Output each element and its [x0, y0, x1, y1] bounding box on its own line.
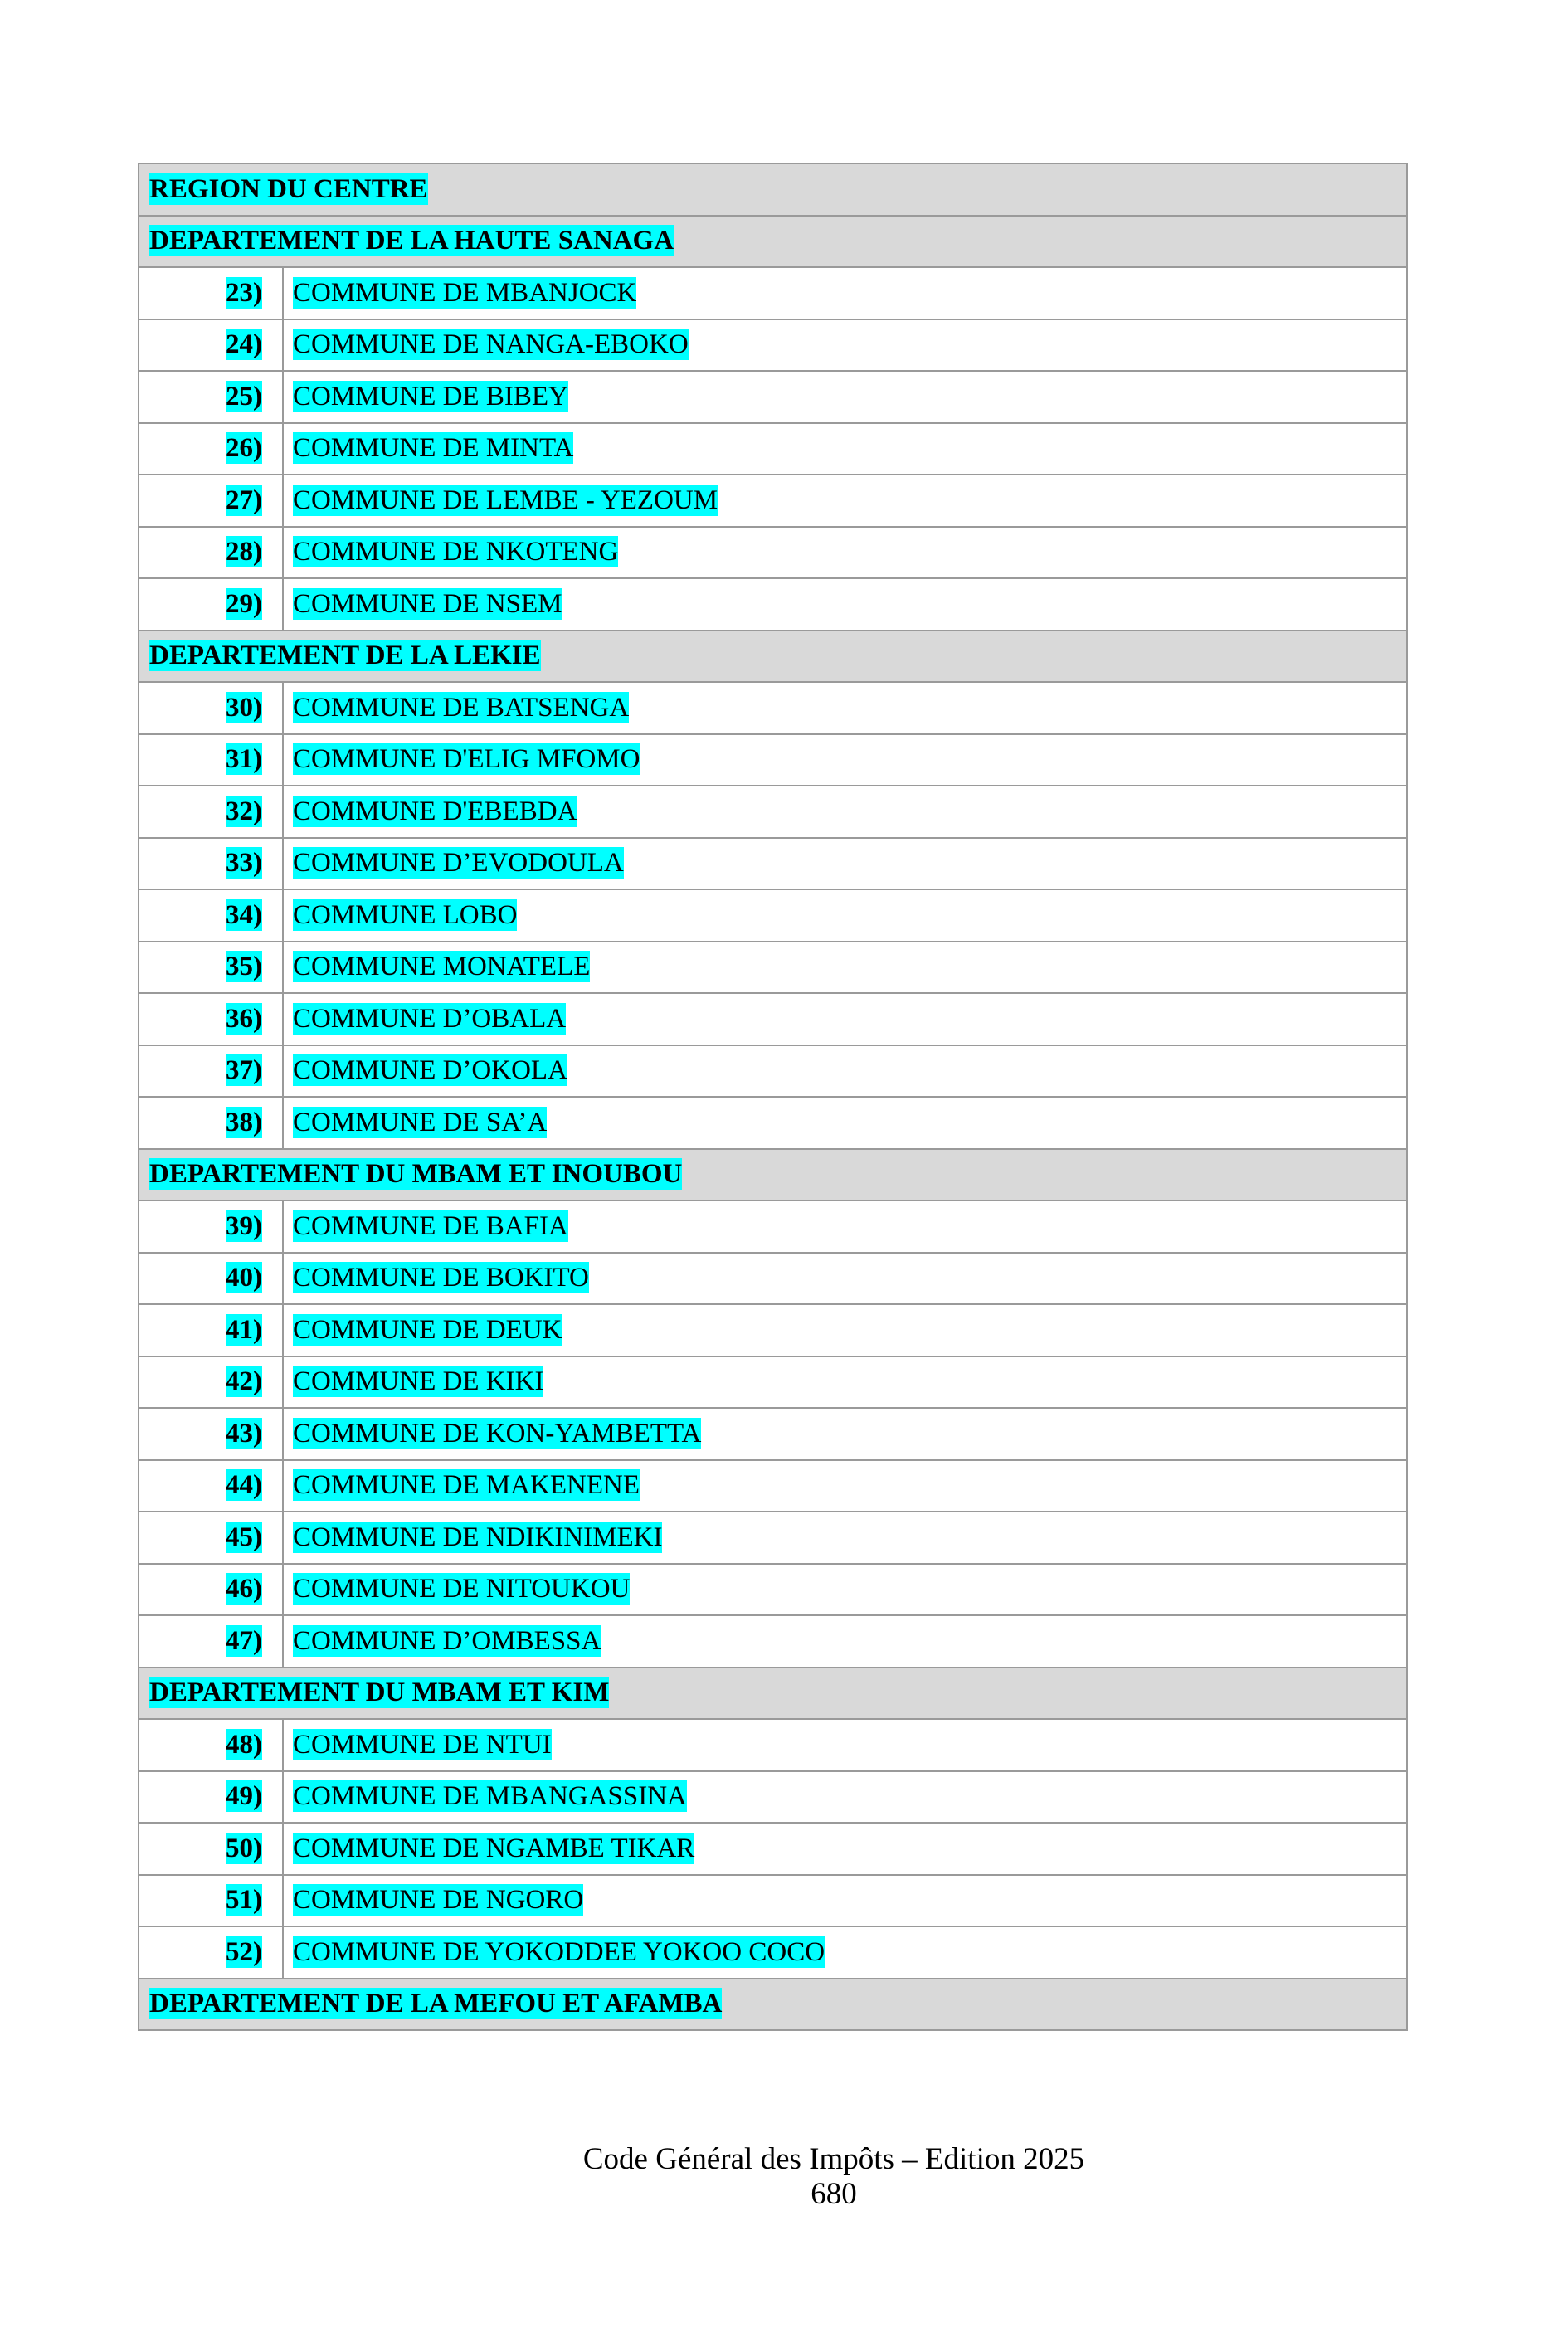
commune-row: [139, 1097, 1407, 1149]
commune-name: COMMUNE DE KIKI: [293, 1366, 544, 1397]
commune-row: [139, 578, 1407, 631]
commune-name-cell: [283, 319, 1407, 372]
commune-row: [139, 1304, 1407, 1356]
commune-name-cell: [283, 1719, 1407, 1771]
commune-name-cell: [283, 838, 1407, 890]
commune-number: 37): [226, 1055, 262, 1086]
department-header-row: [139, 1149, 1407, 1201]
commune-row: [139, 1771, 1407, 1824]
commune-number: 23): [226, 277, 262, 308]
commune-name: COMMUNE LOBO: [293, 899, 518, 930]
commune-row: [139, 942, 1407, 994]
commune-name: COMMUNE DE BIBEY: [293, 381, 568, 411]
commune-name: COMMUNE D’EVODOULA: [293, 848, 624, 879]
commune-row: [139, 475, 1407, 527]
commune-name: COMMUNE DE SA’A: [293, 1107, 548, 1137]
department-header-text: DEPARTEMENT DU MBAM ET KIM: [149, 1678, 610, 1708]
footer-title: Code Général des Impôts – Edition 2025: [582, 2142, 1085, 2176]
commune-name-cell: [283, 1564, 1407, 1616]
commune-row: [139, 1356, 1407, 1409]
commune-number: 33): [226, 848, 262, 879]
commune-row: [139, 889, 1407, 942]
commune-name: COMMUNE DE LEMBE - YEZOUM: [293, 485, 718, 515]
commune-number: 46): [226, 1574, 262, 1605]
commune-number-cell: [139, 993, 283, 1045]
commune-number-cell: [139, 1823, 283, 1875]
commune-number: 25): [226, 381, 262, 411]
commune-name-cell: [283, 371, 1407, 423]
commune-row: [139, 1719, 1407, 1771]
commune-number-cell: [139, 1564, 283, 1616]
commune-name-cell: [283, 267, 1407, 319]
commune-name-cell: [283, 1823, 1407, 1875]
commune-name: COMMUNE DE MAKENENE: [293, 1470, 640, 1501]
commune-name-cell: [283, 1408, 1407, 1460]
commune-name-cell: [283, 786, 1407, 838]
commune-number-cell: [139, 1356, 283, 1409]
commune-number-cell: [139, 1875, 283, 1927]
commune-number-cell: [139, 734, 283, 786]
commune-name-cell: [283, 1356, 1407, 1409]
commune-name: COMMUNE DE NTUI: [293, 1729, 552, 1760]
commune-name: COMMUNE DE MINTA: [293, 433, 574, 464]
commune-row: [139, 423, 1407, 475]
commune-number-cell: [139, 1097, 283, 1149]
commune-row: [139, 371, 1407, 423]
department-header-cell: [139, 631, 1407, 683]
commune-row: [139, 1200, 1407, 1253]
commune-number: 40): [226, 1263, 262, 1293]
commune-number: 29): [226, 588, 262, 619]
department-header-cell: [139, 1979, 1407, 2031]
commune-number: 27): [226, 485, 262, 515]
commune-number-cell: [139, 1771, 283, 1824]
page-footer: [0, 2142, 1568, 2212]
department-header-cell: [139, 163, 1407, 216]
commune-row: [139, 319, 1407, 372]
department-header-text: REGION DU CENTRE: [149, 173, 428, 204]
page-number: 680: [811, 2177, 857, 2211]
commune-name-cell: [283, 1512, 1407, 1564]
commune-name-cell: [283, 1460, 1407, 1512]
department-header-text: DEPARTEMENT DE LA LEKIE: [149, 640, 541, 671]
commune-name: COMMUNE DE BATSENGA: [293, 692, 630, 723]
commune-name: COMMUNE DE KON-YAMBETTA: [293, 1418, 702, 1449]
commune-row: [139, 1512, 1407, 1564]
communes-table: [138, 163, 1408, 2031]
commune-number-cell: [139, 1045, 283, 1098]
commune-name: COMMUNE DE NANGA-EBOKO: [293, 329, 689, 360]
commune-row: [139, 1615, 1407, 1668]
department-header-cell: [139, 1668, 1407, 1720]
commune-name: COMMUNE DE YOKODDEE YOKOO COCO: [293, 1936, 825, 1967]
commune-number-cell: [139, 423, 283, 475]
commune-name: COMMUNE D’OBALA: [293, 1003, 567, 1034]
commune-number-cell: [139, 1408, 283, 1460]
commune-number-cell: [139, 838, 283, 890]
commune-number: 36): [226, 1003, 262, 1034]
commune-number-cell: [139, 1460, 283, 1512]
commune-number-cell: [139, 475, 283, 527]
commune-row: [139, 1564, 1407, 1616]
commune-number-cell: [139, 267, 283, 319]
commune-number: 47): [226, 1625, 262, 1656]
commune-name: COMMUNE DE NSEM: [293, 588, 562, 619]
department-header-text: DEPARTEMENT DE LA HAUTE SANAGA: [149, 226, 674, 256]
commune-name: COMMUNE DE NGAMBE TIKAR: [293, 1833, 695, 1863]
commune-number: 38): [226, 1107, 262, 1137]
commune-row: [139, 993, 1407, 1045]
commune-number: 44): [226, 1470, 262, 1501]
commune-number: 52): [226, 1936, 262, 1967]
commune-row: [139, 1926, 1407, 1979]
department-header-row: [139, 163, 1407, 216]
commune-name: COMMUNE DE NGORO: [293, 1885, 584, 1916]
department-header-text: DEPARTEMENT DE LA MEFOU ET AFAMBA: [149, 1989, 723, 2019]
commune-number: 24): [226, 329, 262, 360]
commune-name: COMMUNE DE NITOUKOU: [293, 1574, 631, 1605]
commune-name-cell: [283, 1926, 1407, 1979]
commune-number-cell: [139, 319, 283, 372]
commune-number-cell: [139, 1200, 283, 1253]
commune-row: [139, 1045, 1407, 1098]
commune-row: [139, 682, 1407, 734]
commune-row: [139, 838, 1407, 890]
commune-name: COMMUNE MONATELE: [293, 952, 591, 982]
commune-name-cell: [283, 1200, 1407, 1253]
commune-number-cell: [139, 682, 283, 734]
commune-name-cell: [283, 993, 1407, 1045]
commune-number-cell: [139, 1719, 283, 1771]
commune-number: 45): [226, 1522, 262, 1552]
department-header-row: [139, 1668, 1407, 1720]
commune-row: [139, 734, 1407, 786]
commune-name-cell: [283, 942, 1407, 994]
commune-name-cell: [283, 682, 1407, 734]
commune-number: 35): [226, 952, 262, 982]
commune-name: COMMUNE DE DEUK: [293, 1314, 562, 1345]
commune-number: 51): [226, 1885, 262, 1916]
commune-name: COMMUNE D’OKOLA: [293, 1055, 567, 1086]
commune-name-cell: [283, 1615, 1407, 1668]
commune-number: 31): [226, 744, 262, 775]
department-header-row: [139, 1979, 1407, 2031]
commune-name: COMMUNE DE BOKITO: [293, 1263, 589, 1293]
commune-number-cell: [139, 1304, 283, 1356]
commune-name: COMMUNE DE NDIKINIMEKI: [293, 1522, 663, 1552]
commune-number-cell: [139, 786, 283, 838]
commune-name: COMMUNE DE MBANJOCK: [293, 277, 637, 308]
commune-number-cell: [139, 578, 283, 631]
commune-name-cell: [283, 1875, 1407, 1927]
communes-table-body: [139, 163, 1407, 2030]
commune-number: 26): [226, 433, 262, 464]
commune-number: 43): [226, 1418, 262, 1449]
commune-number: 39): [226, 1210, 262, 1241]
commune-name-cell: [283, 578, 1407, 631]
commune-number-cell: [139, 1512, 283, 1564]
commune-name: COMMUNE D'ELIG MFOMO: [293, 744, 640, 775]
communes-table-container: [138, 163, 1406, 2031]
commune-number: 48): [226, 1729, 262, 1760]
commune-name: COMMUNE DE MBANGASSINA: [293, 1781, 687, 1812]
commune-number: 34): [226, 899, 262, 930]
commune-name-cell: [283, 1253, 1407, 1305]
commune-number: 49): [226, 1781, 262, 1812]
commune-number: 28): [226, 537, 262, 567]
commune-number-cell: [139, 1615, 283, 1668]
commune-row: [139, 1408, 1407, 1460]
department-header-row: [139, 631, 1407, 683]
commune-number-cell: [139, 889, 283, 942]
commune-name-cell: [283, 1045, 1407, 1098]
commune-name: COMMUNE D'EBEBDA: [293, 796, 577, 826]
commune-row: [139, 1253, 1407, 1305]
commune-number-cell: [139, 942, 283, 994]
commune-name-cell: [283, 527, 1407, 579]
commune-number: 32): [226, 796, 262, 826]
commune-row: [139, 527, 1407, 579]
commune-number: 30): [226, 692, 262, 723]
commune-name: COMMUNE DE BAFIA: [293, 1210, 568, 1241]
commune-number: 50): [226, 1833, 262, 1863]
commune-name-cell: [283, 423, 1407, 475]
commune-row: [139, 267, 1407, 319]
commune-row: [139, 1823, 1407, 1875]
commune-row: [139, 1460, 1407, 1512]
commune-row: [139, 1875, 1407, 1927]
commune-row: [139, 786, 1407, 838]
commune-name: COMMUNE D’OMBESSA: [293, 1625, 601, 1656]
commune-number: 42): [226, 1366, 262, 1397]
department-header-row: [139, 216, 1407, 268]
department-header-cell: [139, 216, 1407, 268]
commune-number: 41): [226, 1314, 262, 1345]
commune-name-cell: [283, 734, 1407, 786]
commune-number-cell: [139, 1926, 283, 1979]
department-header-text: DEPARTEMENT DU MBAM ET INOUBOU: [149, 1159, 683, 1190]
commune-name: COMMUNE DE NKOTENG: [293, 537, 619, 567]
commune-number-cell: [139, 527, 283, 579]
commune-name-cell: [283, 1771, 1407, 1824]
department-header-cell: [139, 1149, 1407, 1201]
commune-number-cell: [139, 1253, 283, 1305]
commune-number-cell: [139, 371, 283, 423]
commune-name-cell: [283, 1097, 1407, 1149]
commune-name-cell: [283, 1304, 1407, 1356]
commune-name-cell: [283, 475, 1407, 527]
commune-name-cell: [283, 889, 1407, 942]
